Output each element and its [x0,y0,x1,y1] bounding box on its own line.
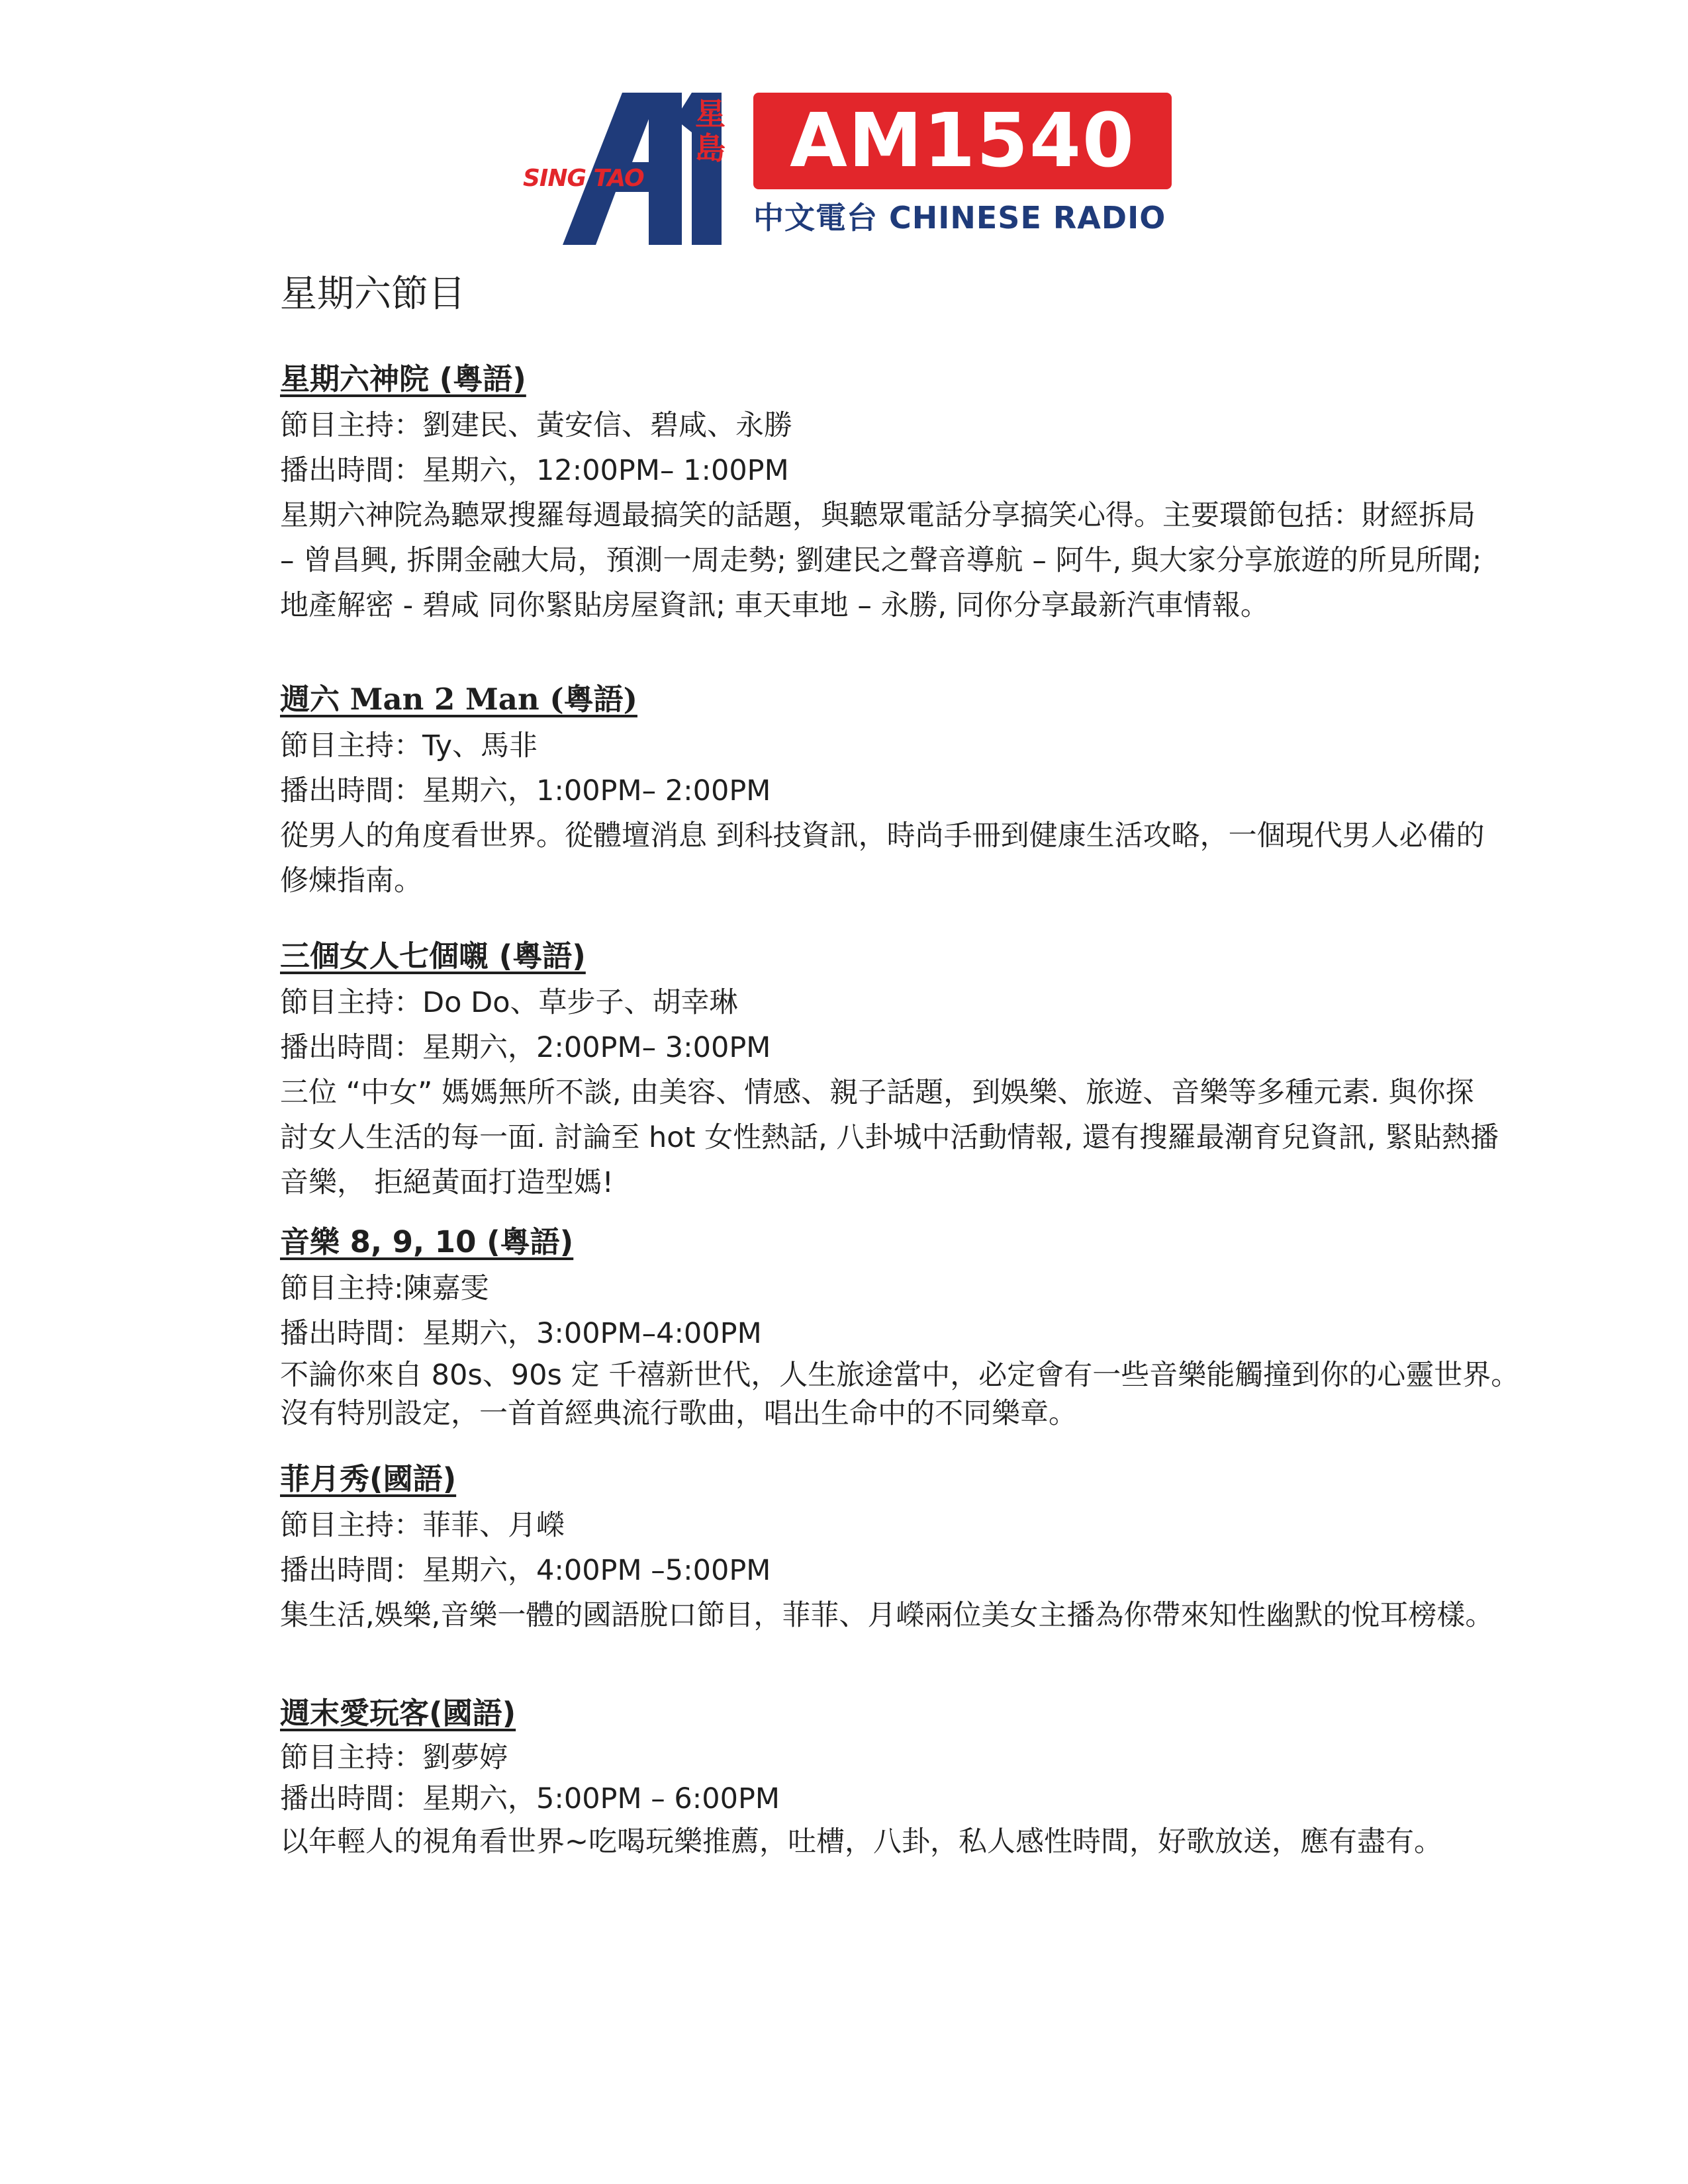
program-description [280,1819,1601,1864]
station-subtitle: 中文電台 CHINESE RADIO [753,200,1166,236]
program-music-8-9-10 [280,1218,1604,1433]
program-title: 三個女人七個嚫 (粵語) [280,938,586,974]
program-host: 節目主持：Ty、馬非 [280,729,538,762]
singtao-english-wordmark: SING TAO [523,165,644,192]
program-description [280,1070,1601,1205]
description-line: 修煉指南。 [280,864,422,897]
station-frequency-badge: AM1540 [753,93,1172,189]
program-saturday-shenyuan [280,355,1604,628]
singtao-chinese-wordmark: 星島 [695,96,726,166]
program-title: 音樂 8, 9, 10 (粵語) [280,1224,574,1259]
description-line: 以年輕人的視角看世界~吃喝玩樂推薦，吐槽，八卦，私人感性時間，好歌放送，應有盡有。 [280,1825,1443,1858]
program-host: 節目主持：劉建民、黃安信、碧咸、永勝 [280,409,792,442]
description-line: 音樂， 拒絕黃面打造型媽! [280,1166,614,1199]
program-description [280,813,1601,903]
description-line: 不論你來自 80s、90s 定 千禧新世代，人生旅途當中，必定會有一些音樂能觸撞到你的心靈世界。 [280,1359,1520,1392]
program-time: 播出時間：星期六，5:00PM – 6:00PM [280,1782,780,1815]
program-description [280,493,1601,628]
description-line: 三位 “中女” 媽媽無所不談, 由美容、情感、親子話題，到娛樂、旅遊、音樂等多種元素. 與你探 [280,1076,1474,1109]
description-line: 討女人生活的每一面. 討論至 hot 女性熱話, 八卦城中活動情報, 還有搜羅最潮育兒資訊, 緊貼熱播 [280,1121,1499,1154]
description-line: 集生活,娛樂,音樂一體的國語脫口節目，菲菲、月嶸兩位美女主播為你帶來知性幽默的悅耳榜樣。 [280,1599,1494,1632]
station-logo [523,93,1172,245]
description-line: 沒有特別設定，一首首經典流行歌曲，唱出生命中的不同樂章。 [280,1397,1077,1430]
program-time: 播出時間：星期六，3:00PM–4:00PM [280,1317,762,1350]
description-line: 星期六神院為聽眾搜羅每週最搞笑的話題，與聽眾電話分享搞笑心得。主要環節包括：財經拆局 [280,499,1476,532]
program-host: 節目主持：菲菲、月嶸 [280,1509,565,1542]
program-fei-yue-show [280,1455,1604,1638]
program-title: 菲月秀(國語) [280,1461,457,1496]
program-time: 播出時間：星期六，12:00PM– 1:00PM [280,454,789,487]
description-line: 地產解密 - 碧咸 同你緊貼房屋資訊; 車天車地 – 永勝, 同你分享最新汽車情報。 [280,589,1269,622]
description-line: – 曾昌興, 拆開金融大局，預測一周走勢; 劉建民之聲音導航 – 阿牛, 與大家分享旅遊的所見所聞; [280,544,1482,577]
program-time: 播出時間：星期六，4:00PM –5:00PM [280,1554,771,1587]
program-description [280,1593,1601,1638]
program-weekend-player [280,1690,1604,1864]
program-host: 節目主持：Do Do、草步子、胡幸琳 [280,986,738,1019]
schedule-content [280,268,1604,1864]
program-host: 節目主持：劉夢婷 [280,1741,508,1774]
program-man-2-man [280,676,1604,903]
program-three-women [280,933,1604,1205]
program-description [280,1356,1601,1433]
program-host: 節目主持:陳嘉雯 [280,1272,489,1305]
program-time: 播出時間：星期六，2:00PM– 3:00PM [280,1031,771,1064]
program-title: 星期六神院 (粵語) [280,361,526,396]
program-title: 週末愛玩客(國語) [280,1696,516,1731]
description-line: 從男人的角度看世界。從體壇消息 到科技資訊，時尚手冊到健康生活攻略，一個現代男人必備的 [280,819,1485,852]
program-title: 週六 Man 2 Man (粵語) [280,682,637,717]
program-time: 播出時間：星期六，1:00PM– 2:00PM [280,774,771,807]
page-title: 星期六節目 [280,273,465,316]
